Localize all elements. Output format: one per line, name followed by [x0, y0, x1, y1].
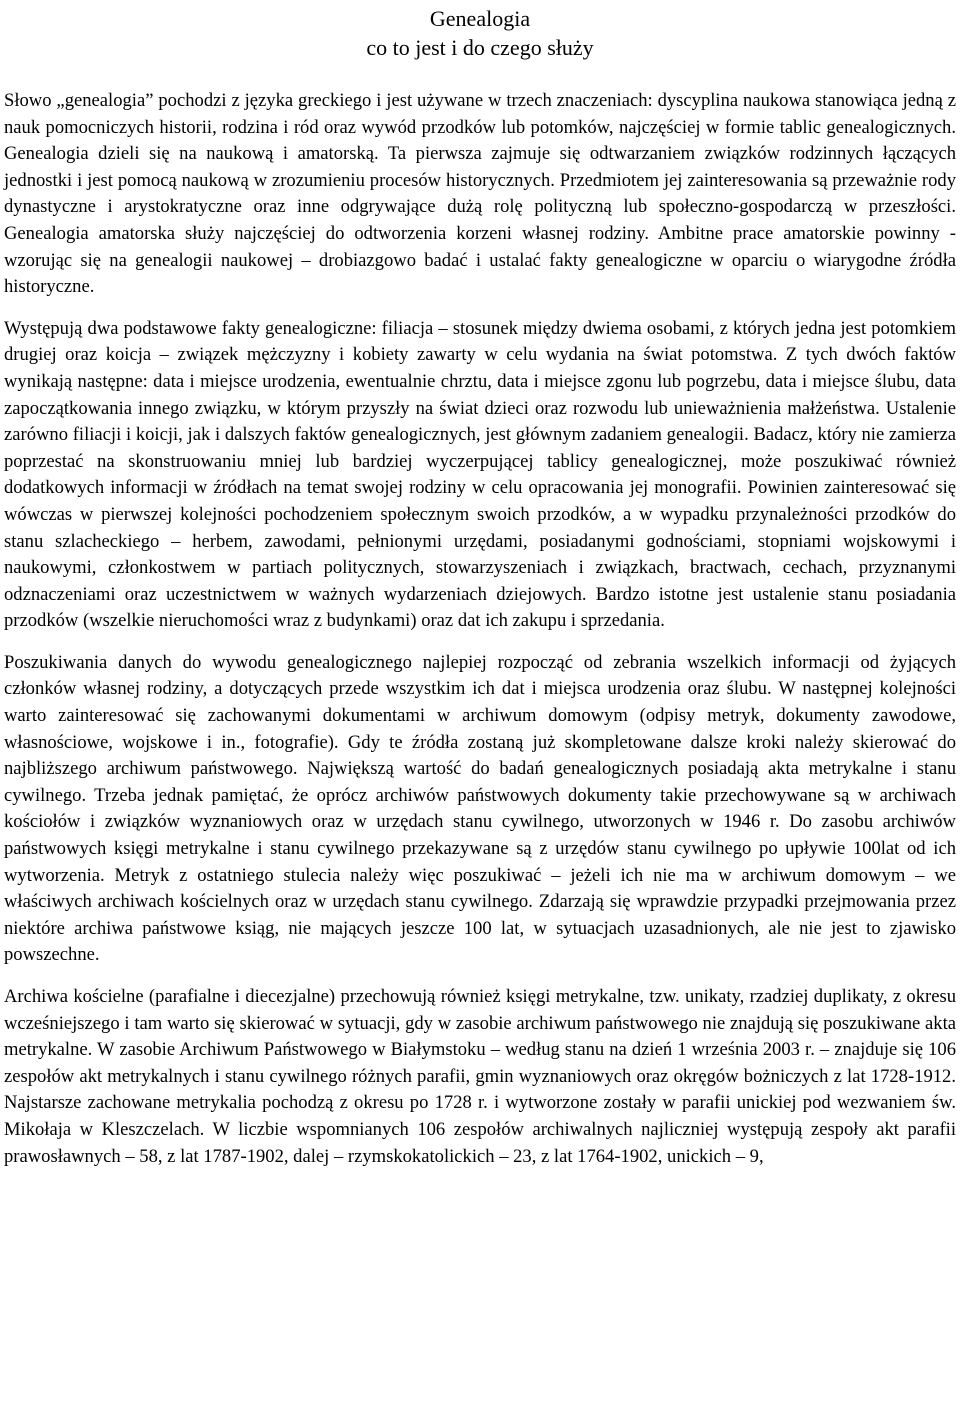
- title-block: [4, 0, 956, 62]
- paragraph-3: Poszukiwania danych do wywodu genealogicznego najlepiej rozpocząć od zebrania wszelkich informacji od żyjących członków własnej rodziny, a dotyczących przede wszystkim ich dat i miejsca urodzenia oraz ślubu. W następnej kolejności warto zainteresować się zachowanymi dokumentami w archiwum domowym (odpisy metryk, dokumenty zawodowe, własnościowe, wojskowe i in., fotografie). Gdy te źródła zostaną już skompletowane dalsze kroki należy skierować do najbliższego archiwum państwowego. Największą wartość do badań genealogicznych posiadają akta metrykalne i stanu cywilnego. Trzeba jednak pamiętać, że oprócz archiwów państwowych dokumenty takie przechowywane są w archiwach kościołów i związków wyznaniowych oraz w urzędach stanu cywilnego, utworzonych w 1946 r. Do zasobu archiwów państwowych księgi metrykalne i stanu cywilnego przekazywane są z urzędów stanu cywilnego po upływie 100lat od ich wytworzenia. Metryk z ostatniego stulecia należy więc poszukiwać – jeżeli ich nie ma w archiwum domowym – we właściwych archiwach kościelnych oraz w urzędach stanu cywilnego. Zdarzają się wprawdzie przypadki przejmowania przez niektóre archiwa państwowe ksiąg, nie mających jeszcze 100 lat, w sytuacjach uzasadnionych, ale nie jest to zjawisko powszechne.: [4, 651, 956, 966]
- paragraph-1: Słowo „genealogia” pochodzi z języka greckiego i jest używane w trzech znaczeniach: dyscyplina naukowa stanowiąca jedną z nauk pomocniczych historii, rodzina i ród oraz wywód przodków lub potomków, najczęściej w formie tablic genealogicznych. Genealogia dzieli się na naukową i amatorską. Ta pierwsza zajmuje się odtwarzaniem związków rodzinnych łączących jednostki i jest pomocą naukową w zrozumieniu procesów historycznych. Przedmiotem jej zainteresowania są przeważnie rody dynastyczne i arystokratyczne oraz inne odgrywające dużą rolę polityczną lub społeczno-gospodarczą w przeszłości. Genealogia amatorska służy najczęściej do odtworzenia korzeni własnej rodziny. Ambitne prace amatorskie powinny - wzorując się na genealogii naukowej – drobiazgowo badać i ustalać fakty genealogiczne w oparciu o wiarygodne źródła historyczne.: [4, 90, 956, 298]
- paragraph-2: Występują dwa podstawowe fakty genealogiczne: filiacja – stosunek między dwiema osobami, z których jedna jest potomkiem drugiej oraz koicja – związek mężczyzny i kobiety zawarty w celu wydania na świat potomstwa. Z tych dwóch faktów wynikają następne: data i miejsce urodzenia, ewentualnie chrztu, data i miejsce zgonu lub pogrzebu, data i miejsce ślubu, data zapoczątkowania innego związku, w którym przyszły na świat dzieci oraz rozwodu lub unieważnienia małżeństwa. Ustalenie zarówno filiacji i koicji, jak i dalszych faktów genealogicznych, jest głównym zadaniem genealogii. Badacz, który nie zamierza poprzestać na skonstruowaniu mniej lub bardziej wyczerpującej tablicy genealogicznej, może poszukiwać również dodatkowych informacji w źródłach na temat swojej rodziny w celu opracowania jej monografii. Powinien zainteresować się wówczas w pierwszej kolejności pochodzeniem społecznym swoich przodków, a w wypadku przynależności przodków do stanu szlacheckiego – herbem, zawodami, pełnionymi urzędami, posiadanymi godnościami, stopniami wojskowymi i naukowymi, członkostwem w partiach politycznych, stowarzyszeniach i związkach, bractwach, cechach, przyznanymi odznaczeniami oraz uczestnictwem w ważnych wydarzeniach dziejowych. Bardzo istotne jest ustalenie stanu posiadania przodków (wszelkie nieruchomości wraz z budynkami) oraz dat ich zakupu i sprzedania.: [4, 317, 956, 632]
- document-title: Genealogia: [429, 6, 531, 31]
- paragraph-4: Archiwa kościelne (parafialne i diecezjalne) przechowują również księgi metrykalne, tzw. unikaty, rzadziej duplikaty, z okresu wcześniejszego i tam warto się skierować w sytuacji, gdy w zasobie archiwum państwowego nie znajdują się poszukiwane akta metrykalne. W zasobie Archiwum Państwowego w Białymstoku – według stanu na dzień 1 września 2003 r. – znajduje się 106 zespołów akt metrykalnych i stanu cywilnego różnych parafii, gmin wyznaniowych oraz okręgów bożniczych z lat 1728-1912. Najstarsze zachowane metrykalia pochodzą z okresu po 1728 r. i wytworzone zostały w parafii unickiej pod wezwaniem św. Mikołaja w Kleszczelach. W liczbie wspomnianych 106 zespołów archiwalnych najliczniej występują zespoły akt parafii prawosławnych – 58, z lat 1787-1902, dalej – rzymskokatolickich – 23, z lat 1764-1902, unickich – 9,: [4, 986, 956, 1167]
- document-subtitle: co to jest i do czego służy: [366, 35, 594, 60]
